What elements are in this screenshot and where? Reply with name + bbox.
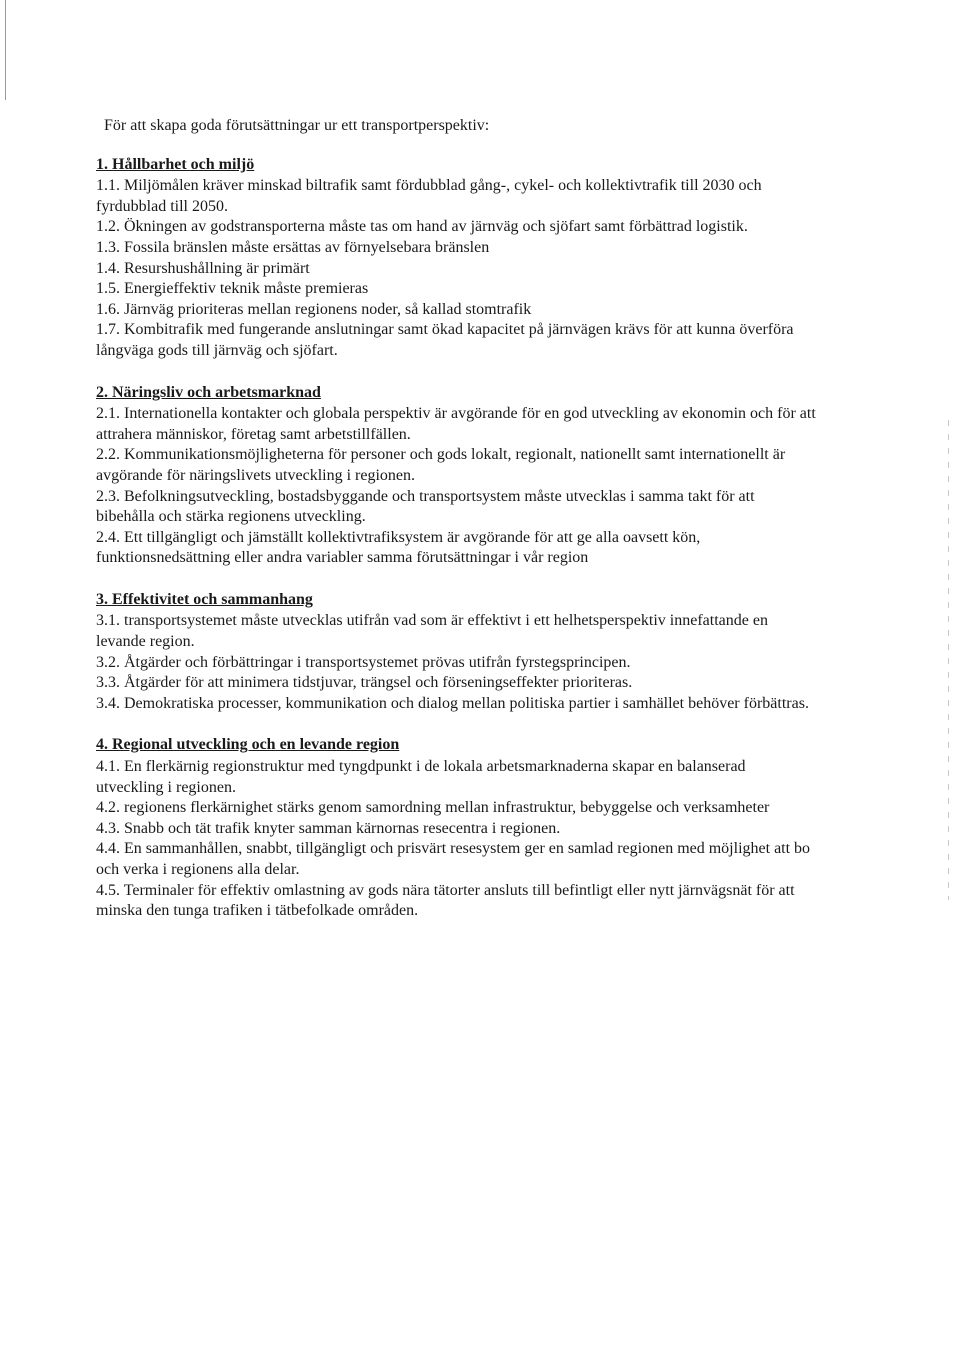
item-number: 3.1. <box>96 612 120 630</box>
item-number: 1.4. <box>96 259 120 277</box>
item-number: 2.2. <box>96 446 120 464</box>
list-item <box>96 839 816 880</box>
item-number: 1.2. <box>96 218 120 236</box>
section-item-list <box>96 757 816 922</box>
section-4 <box>96 735 816 921</box>
list-item <box>96 757 816 798</box>
section-2 <box>96 383 816 569</box>
item-number: 1.1. <box>96 177 120 195</box>
item-number: 4.2. <box>96 799 120 817</box>
list-item <box>96 279 816 300</box>
list-item <box>96 819 816 840</box>
item-text: Demokratiska processer, kommunikation och dialog mellan politiska partier i samhället behöver förbättras. <box>124 694 809 712</box>
list-item <box>96 300 816 321</box>
item-number: 3.3. <box>96 674 120 692</box>
item-text: Järnväg prioriteras mellan regionens noder, så kallad stomtrafik <box>124 300 532 318</box>
item-number: 4.1. <box>96 758 120 776</box>
item-text: Ökningen av godstransporterna måste tas om hand av järnväg och sjöfart samt förbättrad logistik. <box>124 218 748 236</box>
item-text: Kombitrafik med fungerande anslutningar samt ökad kapacitet på järnvägen krävs för att kunna överföra långväga gods till järnväg och sjöfart. <box>96 321 794 359</box>
item-number: 2.3. <box>96 487 120 505</box>
item-number: 4.4. <box>96 840 120 858</box>
list-item <box>96 404 816 445</box>
section-heading: 1. Hållbarhet och miljö <box>96 155 255 173</box>
item-text: Åtgärder för att minimera tidstjuvar, trängsel och förseningseffekter prioriteras. <box>124 674 633 692</box>
section-heading: 3. Effektivitet och sammanhang <box>96 590 313 608</box>
list-item <box>96 176 816 217</box>
section-heading: 2. Näringsliv och arbetsmarknad <box>96 383 321 401</box>
item-number: 2.1. <box>96 405 120 423</box>
list-item <box>96 217 816 238</box>
list-item <box>96 487 816 528</box>
list-item <box>96 445 816 486</box>
item-number: 1.3. <box>96 238 120 256</box>
item-number: 4.5. <box>96 881 120 899</box>
list-item <box>96 798 816 819</box>
item-text: Energieffektiv teknik måste premieras <box>124 280 369 298</box>
item-text: Fossila bränslen måste ersättas av förnyelsebara bränslen <box>124 238 490 256</box>
item-text: Terminaler för effektiv omlastning av gods nära tätorter ansluts till befintligt eller nytt järnvägsnät för att minska den tunga trafiken i tätbefolkade områden. <box>96 881 795 920</box>
list-item <box>96 611 816 652</box>
item-text: Miljömålen kräver minskad biltrafik samt fördubblad gång-, cykel- och kollektivtrafik till 2030 och fyrdubblad till 2050. <box>96 177 762 215</box>
list-item <box>96 673 816 694</box>
item-number: 1.6. <box>96 300 120 318</box>
section-3 <box>96 590 816 715</box>
item-text: regionens flerkärnighet stärks genom samordning mellan infrastruktur, bebyggelse och verksamheter <box>124 799 770 817</box>
section-item-list <box>96 404 816 569</box>
list-item <box>96 528 816 569</box>
section-item-list <box>96 176 816 361</box>
item-number: 3.4. <box>96 694 120 712</box>
scan-edge-mark <box>5 0 6 100</box>
item-text: En sammanhållen, snabbt, tillgängligt och prisvärt resesystem ger en samlad regionen med möjlighet att bo och verka i regionens alla delar. <box>96 840 811 878</box>
item-text: Internationella kontakter och globala perspektiv är avgörande för en god utveckling av ekonomin och för att attrahera människor, företag samt arbetstillfällen. <box>96 405 816 443</box>
item-text: En flerkärnig regionstruktur med tyngdpunkt i de lokala arbetsmarknaderna skapar en balanserad utveckling i regionen. <box>96 758 746 796</box>
list-item <box>96 320 816 361</box>
list-item <box>96 881 816 922</box>
item-text: transportsystemet måste utvecklas utifrån vad som är effektivt i ett helhetsperspektiv innefattande en levande region. <box>96 612 768 651</box>
scan-edge-mark <box>948 420 949 900</box>
list-item <box>96 694 816 715</box>
list-item <box>96 653 816 674</box>
item-number: 3.2. <box>96 653 120 671</box>
section-heading: 4. Regional utveckling och en levande region <box>96 736 400 754</box>
item-text: Resurshushållning är primärt <box>124 259 310 277</box>
section-1 <box>96 155 816 362</box>
item-text: Ett tillgängligt och jämställt kollektivtrafiksystem är avgörande för att ge alla oavsett kön, funktionsnedsättning eller andra variabler samma förutsättningar i vår region <box>96 528 701 567</box>
section-item-list <box>96 611 816 714</box>
item-text: Befolkningsutveckling, bostadsbyggande och transportsystem måste utvecklas i samma takt för att bibehålla och stärka regionens utveckling. <box>96 487 755 526</box>
sections-container <box>96 155 816 922</box>
item-text: Åtgärder och förbättringar i transportsystemet prövas utifrån fyrstegsprincipen. <box>124 653 631 671</box>
item-text: Kommunikationsmöjligheterna för personer och gods lokalt, regionalt, nationellt samt internationellt är avgörande för näringslivets utveckling i regionen. <box>96 446 786 484</box>
list-item <box>96 259 816 280</box>
document-body <box>96 116 816 943</box>
list-item <box>96 238 816 259</box>
item-number: 1.5. <box>96 280 120 298</box>
item-text: Snabb och tät trafik knyter samman kärnornas resecentra i regionen. <box>124 819 561 837</box>
item-number: 1.7. <box>96 321 120 339</box>
item-number: 4.3. <box>96 819 120 837</box>
item-number: 2.4. <box>96 528 120 546</box>
intro-text: För att skapa goda förutsättningar ur ett transportperspektiv: <box>104 117 490 134</box>
